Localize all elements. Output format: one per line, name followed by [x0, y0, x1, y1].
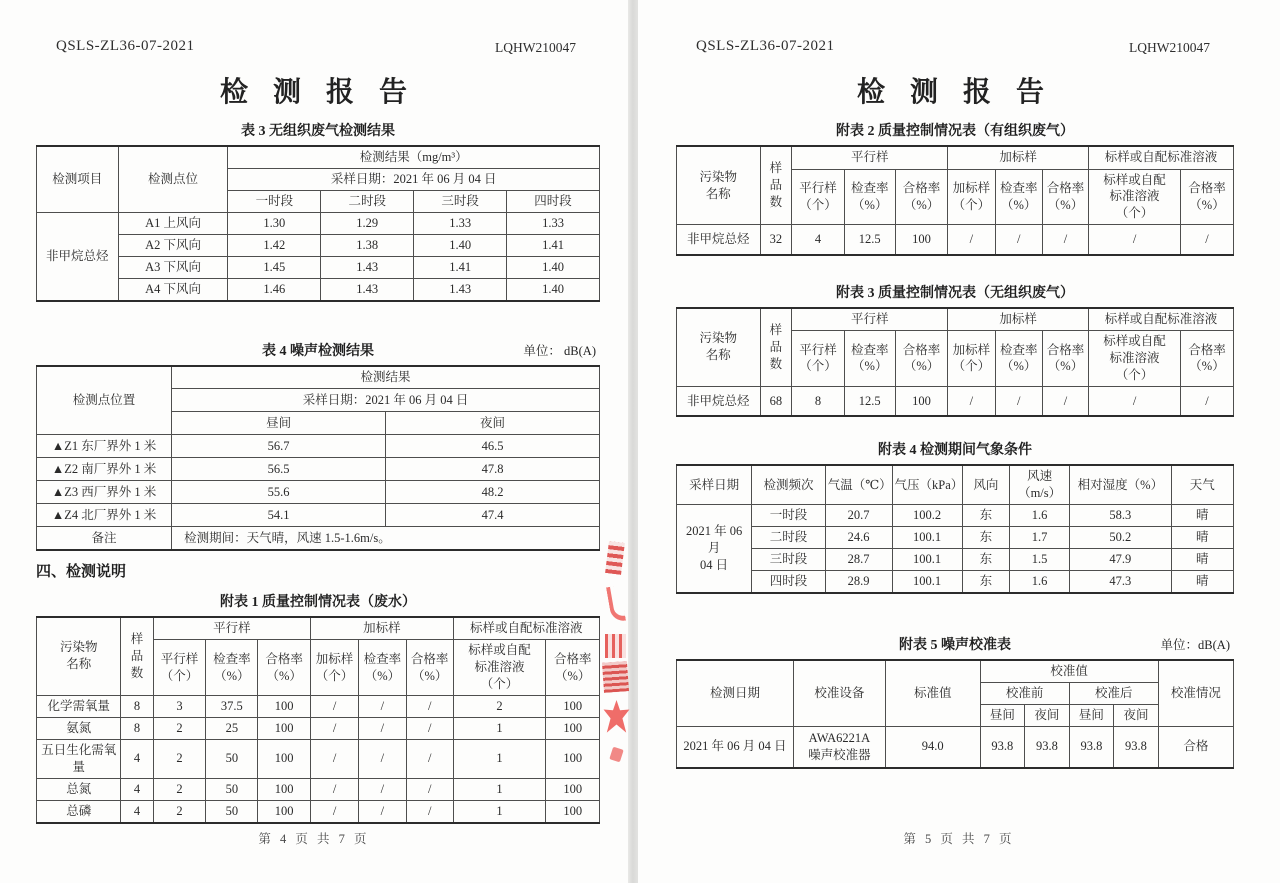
- report-number: LQHW210047: [1129, 40, 1210, 55]
- value-cell: 东: [962, 505, 1009, 527]
- value-cell: 1: [453, 739, 546, 778]
- value-cell: 12.5: [844, 386, 895, 416]
- header-cell: 标样或自配标准溶液: [1089, 308, 1234, 331]
- value-cell: 1.40: [507, 256, 600, 278]
- table-row: [677, 571, 1234, 593]
- value-cell: 1.43: [321, 278, 414, 300]
- table-row: [677, 465, 1234, 504]
- header-cell: 样 品 数: [121, 617, 153, 696]
- value-cell: 93.8: [980, 726, 1025, 768]
- header-cell: 一时段: [228, 190, 321, 212]
- header-cell: 样 品 数: [760, 308, 792, 387]
- header-cell: 三时段: [414, 190, 507, 212]
- table-row: [37, 256, 600, 278]
- value-cell: 8: [121, 717, 153, 739]
- value-cell: 东: [962, 571, 1009, 593]
- value-cell: 晴: [1171, 527, 1233, 549]
- pollutant-cell: 总磷: [37, 800, 121, 822]
- value-cell: 58.3: [1070, 505, 1171, 527]
- value-cell: 32: [760, 225, 792, 255]
- value-cell: 100.1: [892, 571, 962, 593]
- header-cell: 合格率 （%）: [1042, 169, 1088, 225]
- value-cell: /: [1181, 225, 1234, 255]
- value-cell: 48.2: [386, 481, 600, 504]
- value-cell: 47.4: [386, 504, 600, 527]
- header-cell: 检测项目: [37, 146, 119, 212]
- value-cell: 100: [895, 386, 947, 416]
- point-cell: A4 下风向: [118, 278, 228, 300]
- value-cell: /: [948, 225, 995, 255]
- status-cell: 合格: [1158, 726, 1233, 768]
- value-cell: 100: [258, 739, 311, 778]
- value-cell: 46.5: [386, 435, 600, 458]
- header-cell: 加标样: [948, 308, 1089, 331]
- value-cell: 4: [792, 225, 844, 255]
- appendix2-qc-organized-gas: [676, 145, 1234, 256]
- value-cell: /: [1181, 386, 1234, 416]
- table3-unorganized-gas-results: [36, 145, 600, 302]
- value-cell: 1.5: [1010, 549, 1070, 571]
- table-row: [677, 660, 1234, 682]
- value-cell: 晴: [1171, 571, 1233, 593]
- point-cell: ▲Z2 南厂界外 1 米: [37, 458, 172, 481]
- appendix4-title: 附表 4 检测期间气象条件: [878, 443, 1032, 459]
- header-cell: 合格率 （%）: [546, 640, 600, 696]
- header-cell: 加标样: [948, 146, 1089, 169]
- header-cell: 平行样: [153, 617, 311, 640]
- header-cell: 夜间: [1025, 704, 1070, 726]
- page-footer: 第 5 页 共 7 页: [903, 832, 1015, 846]
- header-cell: 污染物 名称: [677, 308, 761, 387]
- appendix5-noise-calibration: [676, 659, 1234, 769]
- header-cell: 检测频次: [752, 465, 826, 504]
- value-cell: 4: [121, 778, 153, 800]
- appendix1-qc-wastewater: [36, 616, 600, 824]
- header-cell: 平行样 （个）: [792, 331, 844, 387]
- value-cell: 东: [962, 527, 1009, 549]
- page-footer: 第 4 页 共 7 页: [258, 832, 370, 846]
- value-cell: /: [406, 800, 453, 822]
- value-cell: 1.40: [507, 278, 600, 300]
- table-row: [37, 527, 600, 550]
- value-cell: 28.7: [825, 549, 892, 571]
- table4-title-text: 表 4 噪声检测结果: [262, 343, 374, 359]
- value-cell: 1.7: [1010, 527, 1070, 549]
- value-cell: /: [311, 695, 359, 717]
- appendix3-title: 附表 3 质量控制情况表（无组织废气）: [836, 285, 1074, 301]
- header-cell: 检测点位置: [37, 366, 172, 435]
- value-cell: 1.43: [321, 256, 414, 278]
- value-cell: 2: [153, 739, 206, 778]
- pollutant-cell: 非甲烷总烃: [37, 212, 119, 300]
- value-cell: /: [995, 386, 1042, 416]
- period-cell: 一时段: [752, 505, 826, 527]
- value-cell: 55.6: [172, 481, 386, 504]
- value-cell: 8: [792, 386, 844, 416]
- remark-label-cell: 备注: [37, 527, 172, 550]
- header-cell: 标样或自配 标准溶液 （个）: [1089, 169, 1181, 225]
- header-cell: 昼间: [980, 704, 1025, 726]
- value-cell: 68: [760, 386, 792, 416]
- table-row: [37, 717, 600, 739]
- official-seal-fragment: [602, 540, 630, 788]
- unit-label: 单位： dB(A): [523, 343, 596, 358]
- table-row: [677, 527, 1234, 549]
- header-cell: 合格率 （%）: [1181, 331, 1234, 387]
- header-cell: 标样或自配 标准溶液 （个）: [453, 640, 546, 696]
- value-cell: 93.8: [1114, 726, 1159, 768]
- point-cell: ▲Z3 西厂界外 1 米: [37, 481, 172, 504]
- value-cell: 93.8: [1025, 726, 1070, 768]
- period-cell: 二时段: [752, 527, 826, 549]
- value-cell: 100: [546, 717, 600, 739]
- value-cell: 2: [453, 695, 546, 717]
- value-cell: 100: [546, 695, 600, 717]
- appendix4-weather-conditions: [676, 464, 1234, 594]
- date-cell: 2021 年 06 月 04 日: [677, 726, 794, 768]
- value-cell: 3: [153, 695, 206, 717]
- value-cell: 100.2: [892, 505, 962, 527]
- appendix2-title: 附表 2 质量控制情况表（有组织废气）: [836, 124, 1074, 139]
- value-cell: 28.9: [825, 571, 892, 593]
- value-cell: 100: [258, 800, 311, 822]
- value-cell: 54.1: [172, 504, 386, 527]
- value-cell: /: [1042, 225, 1088, 255]
- value-cell: 2: [153, 717, 206, 739]
- value-cell: /: [995, 225, 1042, 255]
- header-cell: 合格率 （%）: [406, 640, 453, 696]
- table3-title: 表 3 无组织废气检测结果: [241, 124, 395, 139]
- seal-star: [603, 700, 630, 734]
- header-cell: 污染物 名称: [677, 146, 761, 225]
- header-cell: 风向: [962, 465, 1009, 504]
- value-cell: /: [311, 778, 359, 800]
- value-cell: 1: [453, 800, 546, 822]
- table-row: [677, 225, 1234, 255]
- header-cell: 相对湿度（%）: [1070, 465, 1171, 504]
- value-cell: 1: [453, 717, 546, 739]
- table-row: [677, 726, 1234, 768]
- table-row: [37, 435, 600, 458]
- table-row: [37, 278, 600, 300]
- value-cell: 12.5: [844, 225, 895, 255]
- header-cell: 检测日期: [677, 660, 794, 726]
- seal-stroke: [602, 661, 629, 693]
- table-row: [37, 146, 600, 168]
- value-cell: 2: [153, 800, 206, 822]
- value-cell: 100: [895, 225, 947, 255]
- table-row: [37, 481, 600, 504]
- header-cell: 合格率 （%）: [1181, 169, 1234, 225]
- value-cell: 47.8: [386, 458, 600, 481]
- header-cell: 合格率 （%）: [895, 169, 947, 225]
- value-cell: 100: [546, 800, 600, 822]
- page-header: [676, 34, 1234, 56]
- value-cell: 晴: [1171, 505, 1233, 527]
- value-cell: /: [948, 386, 995, 416]
- header-cell: 气温（℃）: [825, 465, 892, 504]
- value-cell: 56.7: [172, 435, 386, 458]
- header-cell: 检查率 （%）: [995, 169, 1042, 225]
- header-cell: 校准值: [980, 660, 1158, 682]
- header-cell: 检测结果: [172, 366, 600, 389]
- seal-stroke: [605, 541, 625, 575]
- header-cell: 检查率 （%）: [206, 640, 258, 696]
- header-cell: 合格率 （%）: [1042, 331, 1088, 387]
- remark-cell: 检测期间：天气晴，风速 1.5-1.6m/s。: [172, 527, 600, 550]
- seal-stroke: [606, 585, 626, 623]
- appendix5-title: [676, 634, 1234, 654]
- table-row: [677, 146, 1234, 169]
- table4-title: [36, 340, 600, 360]
- value-cell: 20.7: [825, 505, 892, 527]
- header-cell: 检测结果（mg/m³）: [228, 146, 600, 168]
- header-cell: 平行样: [792, 308, 948, 331]
- header-cell: 合格率 （%）: [258, 640, 311, 696]
- header-cell: 四时段: [507, 190, 600, 212]
- header-cell: 夜间: [386, 412, 600, 435]
- header-cell: 检查率 （%）: [844, 169, 895, 225]
- header-cell: 标样或自配标准溶液: [1089, 146, 1234, 169]
- value-cell: /: [311, 739, 359, 778]
- value-cell: 4: [121, 800, 153, 822]
- header-cell: 标样或自配标准溶液: [453, 617, 599, 640]
- period-cell: 四时段: [752, 571, 826, 593]
- value-cell: 1.29: [321, 212, 414, 234]
- value-cell: 93.8: [1069, 726, 1114, 768]
- value-cell: 94.0: [885, 726, 980, 768]
- header-cell: 污染物 名称: [37, 617, 121, 696]
- appendix5-title-text: 附表 5 噪声校准表: [899, 637, 1011, 653]
- header-cell: 检查率 （%）: [358, 640, 406, 696]
- value-cell: 1: [453, 778, 546, 800]
- pollutant-cell: 化学需氧量: [37, 695, 121, 717]
- value-cell: /: [358, 800, 406, 822]
- table4-noise-results: [36, 365, 600, 551]
- value-cell: 1.41: [414, 256, 507, 278]
- table-row: [37, 739, 600, 778]
- value-cell: 100: [546, 739, 600, 778]
- pollutant-cell: 非甲烷总烃: [677, 386, 761, 416]
- point-cell: A1 上风向: [118, 212, 228, 234]
- header-cell: 检测点位: [118, 146, 228, 212]
- table-row: [37, 458, 600, 481]
- value-cell: 东: [962, 549, 1009, 571]
- table-row: [677, 308, 1234, 331]
- header-cell: 加标样 （个）: [948, 169, 995, 225]
- value-cell: 37.5: [206, 695, 258, 717]
- pollutant-cell: 非甲烷总烃: [677, 225, 761, 255]
- value-cell: 50: [206, 739, 258, 778]
- header-cell: 加标样 （个）: [948, 331, 995, 387]
- value-cell: 56.5: [172, 458, 386, 481]
- header-cell: 风速（m/s）: [1010, 465, 1070, 504]
- value-cell: /: [1042, 386, 1088, 416]
- header-cell: 样 品 数: [760, 146, 792, 225]
- value-cell: 1.40: [414, 234, 507, 256]
- pollutant-cell: 氨氮: [37, 717, 121, 739]
- value-cell: 1.6: [1010, 571, 1070, 593]
- table-row: [677, 505, 1234, 527]
- value-cell: /: [358, 739, 406, 778]
- page-header: [36, 34, 600, 56]
- device-cell: AWA6221A 噪声校准器: [793, 726, 885, 768]
- report-title: 检 测 报 告: [219, 77, 416, 108]
- value-cell: 晴: [1171, 549, 1233, 571]
- value-cell: /: [1089, 225, 1181, 255]
- header-cell: 标样或自配 标准溶液 （个）: [1089, 331, 1181, 387]
- seal-stroke: [605, 634, 626, 658]
- pollutant-cell: 总氮: [37, 778, 121, 800]
- table-row: [677, 386, 1234, 416]
- appendix1-title: 附表 1 质量控制情况表（废水）: [220, 594, 416, 610]
- value-cell: 50: [206, 800, 258, 822]
- header-cell: 合格率 （%）: [895, 331, 947, 387]
- header-cell: 气压（kPa）: [892, 465, 962, 504]
- header-cell: 昼间: [172, 412, 386, 435]
- value-cell: 24.6: [825, 527, 892, 549]
- document-code: QSLS-ZL36-07-2021: [696, 38, 835, 54]
- value-cell: /: [358, 778, 406, 800]
- header-cell: 平行样: [792, 146, 948, 169]
- value-cell: /: [358, 717, 406, 739]
- header-cell: 校准情况: [1158, 660, 1233, 726]
- section-heading: 四、检测说明: [36, 563, 127, 580]
- value-cell: 1.43: [414, 278, 507, 300]
- header-cell: 检查率 （%）: [844, 331, 895, 387]
- value-cell: /: [406, 695, 453, 717]
- value-cell: 1.33: [507, 212, 600, 234]
- table-row: [37, 234, 600, 256]
- value-cell: 1.30: [228, 212, 321, 234]
- header-cell: 平行样 （个）: [792, 169, 844, 225]
- value-cell: 100.1: [892, 527, 962, 549]
- table-row: [37, 504, 600, 527]
- seal-stroke: [609, 747, 623, 763]
- value-cell: 100: [258, 778, 311, 800]
- table-row: [37, 617, 600, 640]
- value-cell: 1.46: [228, 278, 321, 300]
- header-cell: 标准值: [885, 660, 980, 726]
- period-cell: 三时段: [752, 549, 826, 571]
- sample-date-cell: 采样日期：2021 年 06 月 04 日: [228, 168, 600, 190]
- table-row: [37, 778, 600, 800]
- value-cell: /: [406, 739, 453, 778]
- header-cell: 校准设备: [793, 660, 885, 726]
- value-cell: 1.6: [1010, 505, 1070, 527]
- value-cell: /: [311, 800, 359, 822]
- header-cell: 天气: [1171, 465, 1233, 504]
- report-number: LQHW210047: [495, 40, 576, 55]
- header-cell: 夜间: [1114, 704, 1159, 726]
- table-row: [37, 695, 600, 717]
- header-cell: 平行样 （个）: [153, 640, 206, 696]
- value-cell: 100: [258, 717, 311, 739]
- header-cell: 校准后: [1069, 682, 1158, 704]
- value-cell: 1.45: [228, 256, 321, 278]
- header-cell: 加标样 （个）: [311, 640, 359, 696]
- header-cell: 校准前: [980, 682, 1069, 704]
- value-cell: 100: [546, 778, 600, 800]
- table-row: [677, 549, 1234, 571]
- value-cell: 4: [121, 739, 153, 778]
- value-cell: 1.42: [228, 234, 321, 256]
- sample-date-cell: 采样日期：2021 年 06 月 04 日: [172, 389, 600, 412]
- table-row: [37, 800, 600, 822]
- value-cell: /: [358, 695, 406, 717]
- value-cell: /: [311, 717, 359, 739]
- header-cell: 二时段: [321, 190, 414, 212]
- value-cell: /: [406, 778, 453, 800]
- appendix3-qc-unorganized-gas: [676, 307, 1234, 418]
- document-code: QSLS-ZL36-07-2021: [56, 38, 195, 54]
- value-cell: 100.1: [892, 549, 962, 571]
- point-cell: A2 下风向: [118, 234, 228, 256]
- value-cell: 2: [153, 778, 206, 800]
- value-cell: 100: [258, 695, 311, 717]
- point-cell: A3 下风向: [118, 256, 228, 278]
- table-row: [37, 366, 600, 389]
- value-cell: 25: [206, 717, 258, 739]
- point-cell: ▲Z1 东厂界外 1 米: [37, 435, 172, 458]
- report-title: 检 测 报 告: [856, 77, 1053, 108]
- value-cell: /: [406, 717, 453, 739]
- table-row: [37, 212, 600, 234]
- value-cell: 8: [121, 695, 153, 717]
- value-cell: 1.38: [321, 234, 414, 256]
- header-cell: 加标样: [311, 617, 453, 640]
- header-cell: 检查率 （%）: [995, 331, 1042, 387]
- point-cell: ▲Z4 北厂界外 1 米: [37, 504, 172, 527]
- sample-date-cell: 2021 年 06 月 04 日: [677, 505, 752, 593]
- report-page-4: [0, 0, 628, 883]
- header-cell: 昼间: [1069, 704, 1114, 726]
- header-cell: 采样日期: [677, 465, 752, 504]
- value-cell: 47.9: [1070, 549, 1171, 571]
- value-cell: 1.33: [414, 212, 507, 234]
- value-cell: 1.41: [507, 234, 600, 256]
- value-cell: /: [1089, 386, 1181, 416]
- value-cell: 50: [206, 778, 258, 800]
- value-cell: 50.2: [1070, 527, 1171, 549]
- report-page-5: [638, 0, 1280, 883]
- unit-label: 单位：dB(A): [1160, 637, 1230, 652]
- value-cell: 47.3: [1070, 571, 1171, 593]
- pollutant-cell: 五日生化需氧量: [37, 739, 121, 778]
